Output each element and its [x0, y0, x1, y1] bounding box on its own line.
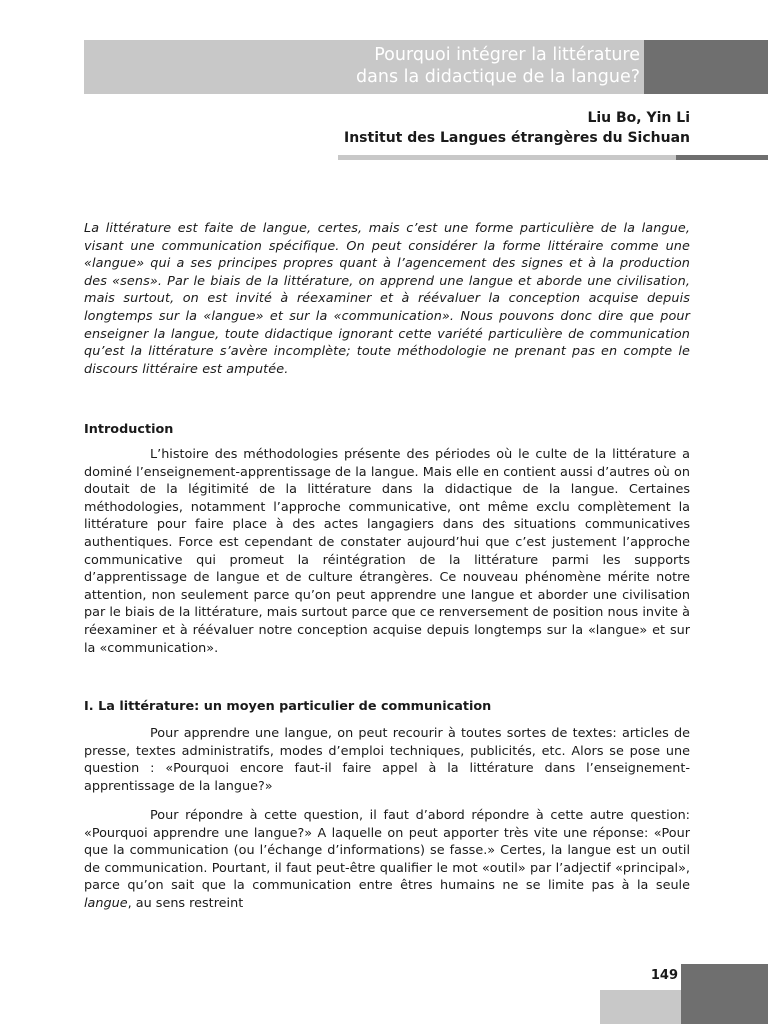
author-institution: Institut des Langues étrangères du Sichuan: [344, 130, 690, 146]
author-block: [344, 108, 690, 148]
intro-paragraph: L’histoire des méthodologies présente des périodes où le culte de la littérature a dominé l’enseignement-apprentissage de la langue. Mais elle en contient aussi d’autres où on doutait de la légitimité de la littérature dans la didactique de la langue. Certaines méthodologies, notamment l’approche communicative, ont même exclu complètement la littérature pour faire place à des actes langagiers dans des situations communicatives authentiques. Force est cependant de constater aujourd’hui que c’est justement l’approche communicative qui promeut la réintégration de la littérature parmi les supports d’apprentissage de langue et de culture étrangères. Ce nouveau phénomène mérite notre attention, non seulement parce qu’on peut apprendre une langue et aborder une civilisation par le biais de la littérature, mais surtout parce que ce renversement de position nous invite à réexaminer et à réévaluer notre conception acquise depuis longtemps sur la «langue» et sur la «communication».: [84, 447, 690, 656]
page-number: 149: [650, 968, 678, 983]
title-band-accent: [644, 40, 768, 94]
footer-band-dark: [681, 964, 768, 1024]
section1-paragraph-2: [84, 807, 690, 913]
author-names: Liu Bo, Yin Li: [587, 110, 690, 126]
article-title-line1: Pourquoi intégrer la littérature: [374, 45, 640, 65]
paragraph-text-run-end: , au sens restreint: [127, 895, 244, 911]
header-rule-light: [338, 155, 676, 160]
article-title: [84, 40, 644, 88]
footer-band-light: [600, 990, 681, 1024]
section-heading-1: I. La littérature: un moyen particulier de communication: [84, 699, 492, 714]
header-rule-dark: [676, 155, 768, 160]
article-title-line2: dans la didactique de la langue?: [356, 67, 640, 87]
paragraph-text-run: Pour répondre à cette question, il faut d’abord répondre à cette autre question: «Pourquoi apprendre une langue?» A laquelle on peut apporter très vite une réponse: «Pour que la communication (ou l’échange d’informations) se fasse.» Certes, la langue est un outil de communication. Pourtant, il faut peut-être qualifier le mot «outil» par l’adjectif «principal», parce qu’on sait que la communication entre êtres humains ne se limite pas à la seule: [84, 808, 690, 894]
paragraph-emphasis: langue: [84, 895, 128, 911]
section-heading-introduction: Introduction: [84, 422, 174, 437]
section1-paragraph-1: Pour apprendre une langue, on peut recourir à toutes sortes de textes: articles de presse, textes administratifs, modes d’emploi techniques, publicités, etc. Alors se pose une question : «Pourquoi encore faut-il faire appel à la littérature dans l’enseignement-apprentissage de la langue?»: [84, 726, 690, 794]
abstract-text: La littérature est faite de langue, certes, mais c’est une forme particulière de la langue, visant une communication spécifique. On peut considérer la forme littéraire comme une «langue» qui a ses principes propres quant à l’agencement des signes et à la production des «sens». Par le biais de la littérature, on apprend une langue et aborde une civilisation, mais surtout, on est invité à réexaminer et à réévaluer la conception acquise depuis longtemps sur la «langue» et sur la «communication». Nous pouvons donc dire que pour enseigner la langue, toute didactique ignorant cette variété particulière de communication qu’est la littérature s’avère incomplète; toute méthodologie ne prenant pas en compte le discours littéraire est amputée.: [84, 221, 690, 377]
title-band: [84, 40, 644, 94]
